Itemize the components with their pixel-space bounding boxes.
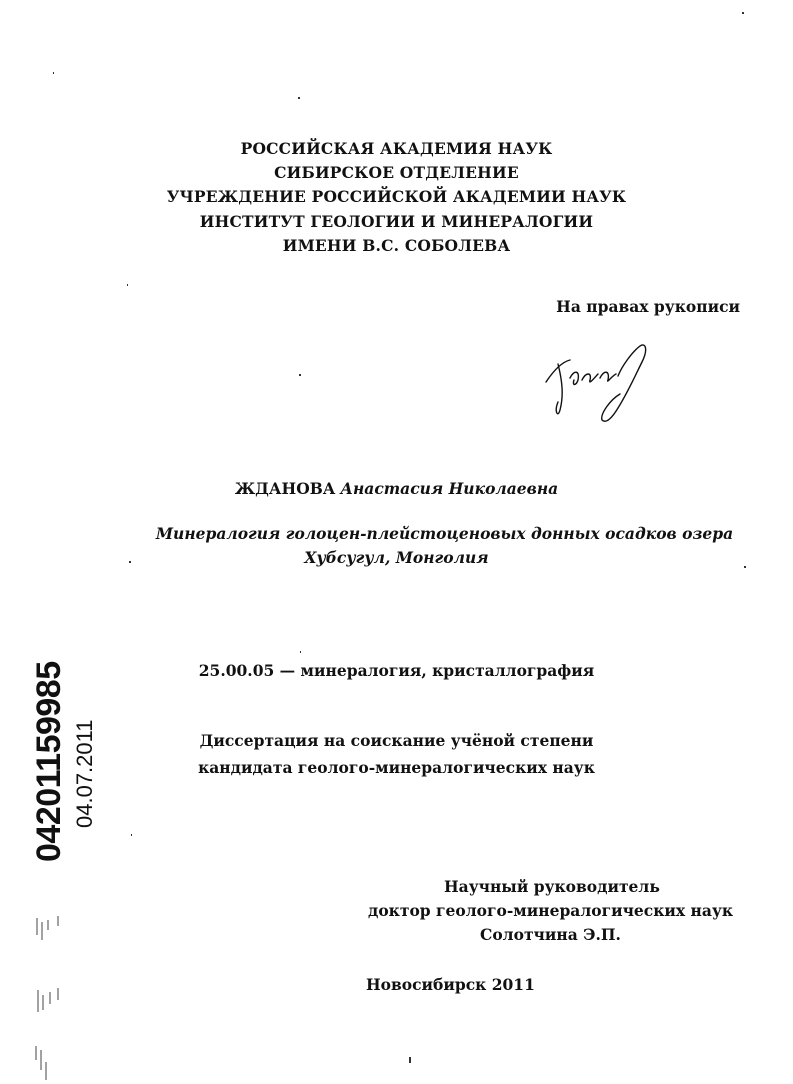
- manuscript-note: На правах рукописи: [556, 297, 740, 316]
- header-line-academy: РОССИЙСКАЯ АКАДЕМИЯ НАУК: [240, 139, 553, 158]
- header-line-institution: УЧРЕЖДЕНИЕ РОССИЙСКОЙ АКАДЕМИИ НАУК: [166, 187, 627, 206]
- supervisor-role: Научный руководитель: [444, 877, 660, 896]
- author-given-names: Анастасия Николаевна: [340, 479, 559, 498]
- supervisor-degree: доктор геолого-минералогических наук: [368, 901, 734, 920]
- place-year: Новосибирск 2011: [366, 975, 535, 994]
- dissertation-title-line1: Минералогия голоцен-плейстоценовых донных осадков озера: [155, 524, 734, 543]
- author-surname: ЖДАНОВА: [234, 479, 336, 498]
- header-line-branch: СИБИРСКОЕ ОТДЕЛЕНИЕ: [274, 163, 519, 182]
- supervisor-name: Солотчина Э.П.: [480, 925, 621, 944]
- degree-line2: кандидата геолого-минералогических наук: [198, 758, 595, 777]
- library-stamp: [28, 642, 97, 862]
- stamp-number: 04201159985: [30, 661, 68, 862]
- author-name: [0, 479, 793, 498]
- dissertation-title-line2: Хубсугул, Монголия: [304, 548, 489, 567]
- header-line-institute: ИНСТИТУТ ГЕОЛОГИИ И МИНЕРАЛОГИИ: [199, 212, 594, 231]
- stamp-date: 04.07.2011: [72, 719, 97, 828]
- header-line-named-after: ИМЕНИ В.С. СОБОЛЕВА: [282, 236, 511, 255]
- specialty: 25.00.05 — минералогия, кристаллография: [198, 661, 595, 680]
- signature-image: [540, 340, 660, 430]
- degree-line1: Диссертация на соискание учёной степени: [199, 731, 594, 750]
